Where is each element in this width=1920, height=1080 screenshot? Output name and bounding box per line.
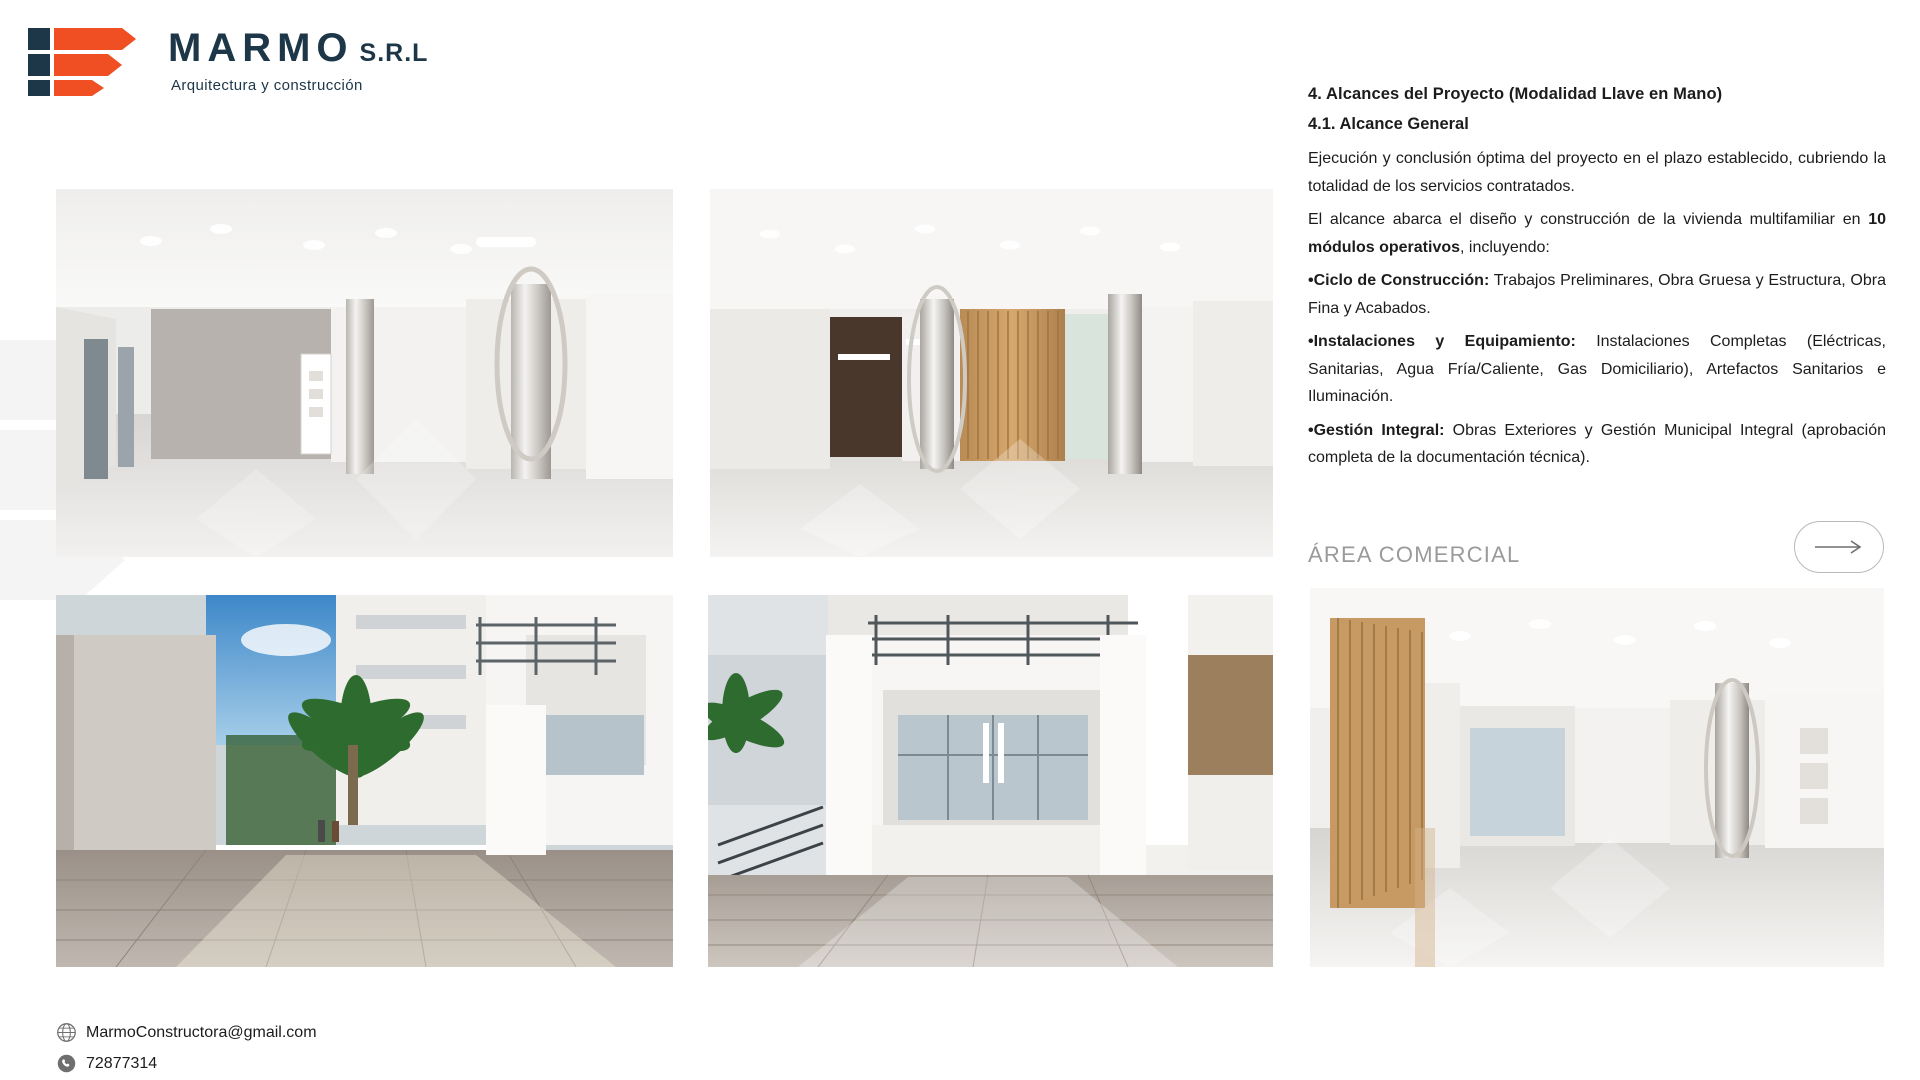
paragraph-modules-suffix: , incluyendo: <box>1460 238 1550 256</box>
area-commercial-label: ÁREA COMERCIAL <box>1308 542 1521 567</box>
bullet-ciclo-construccion <box>1308 267 1886 322</box>
sub-heading: 4.1. Alcance General <box>1308 115 1469 133</box>
bullet-gestion-integral <box>1308 417 1886 472</box>
gallery-image-render-interior-lobby-1[interactable] <box>56 189 673 557</box>
brand-logo <box>26 22 428 100</box>
bullet-1-text: Trabajos Preliminares, Obra Gruesa y Estructura, Obra Fina y Acabados. <box>1308 272 1887 317</box>
bullet-3-label: •Gestión Integral: <box>1308 421 1445 439</box>
bullet-instalaciones-equipamiento <box>1308 328 1886 411</box>
gallery-image-render-interior-lobby-2[interactable] <box>710 189 1273 557</box>
gallery-image-render-commercial-hall[interactable] <box>1310 588 1884 967</box>
brand-name: MARMO S.R.L <box>168 26 429 70</box>
content-text-column <box>1308 85 1886 478</box>
gallery-image-render-exterior-courtyard[interactable] <box>56 595 673 967</box>
paragraph-modules-prefix: El alcance abarca el diseño y construcción de la vivienda multifamiliar en <box>1308 211 1869 229</box>
section-heading: 4. Alcances del Proyecto (Modalidad Llave en Mano) <box>1308 85 1723 103</box>
globe-icon <box>56 1022 77 1043</box>
brand-suffix: S.R.L <box>359 39 429 67</box>
next-slide-button[interactable] <box>1794 521 1884 573</box>
marmo-chevron-logo-icon <box>26 22 154 100</box>
bullet-3-text: Obras Exteriores y Gestión Municipal Integral (aprobación completa de la documentación técnica). <box>1308 421 1886 467</box>
paragraph-scope-modules <box>1308 206 1886 261</box>
bullet-2-label: •Instalaciones y Equipamiento: <box>1308 333 1576 351</box>
contact-phone[interactable] <box>56 1053 157 1074</box>
phone-icon <box>56 1053 77 1074</box>
contact-email-text: MarmoConstructora@gmail.com <box>86 1023 317 1041</box>
paragraph-modules-bold: 10 módulos operativos <box>1308 211 1886 256</box>
contact-email[interactable] <box>56 1022 317 1043</box>
arrow-right-icon <box>1813 539 1865 555</box>
paragraph-scope-execution: Ejecución y conclusión óptima del proyecto en el plazo establecido, cubriendo la totalidad de los servicios contratados. <box>1308 150 1886 195</box>
brand-tagline: Arquitectura y construcción <box>171 77 363 94</box>
bullet-2-text: Instalaciones Completas (Eléctricas, Sanitarias, Agua Fría/Caliente, Gas Domiciliario), Artefactos Sanitarios e Iluminación. <box>1308 333 1887 406</box>
gallery-image-render-exterior-entrance[interactable] <box>708 595 1273 967</box>
bullet-1-label: •Ciclo de Construcción: <box>1308 272 1490 290</box>
contact-phone-text: 72877314 <box>86 1054 158 1072</box>
